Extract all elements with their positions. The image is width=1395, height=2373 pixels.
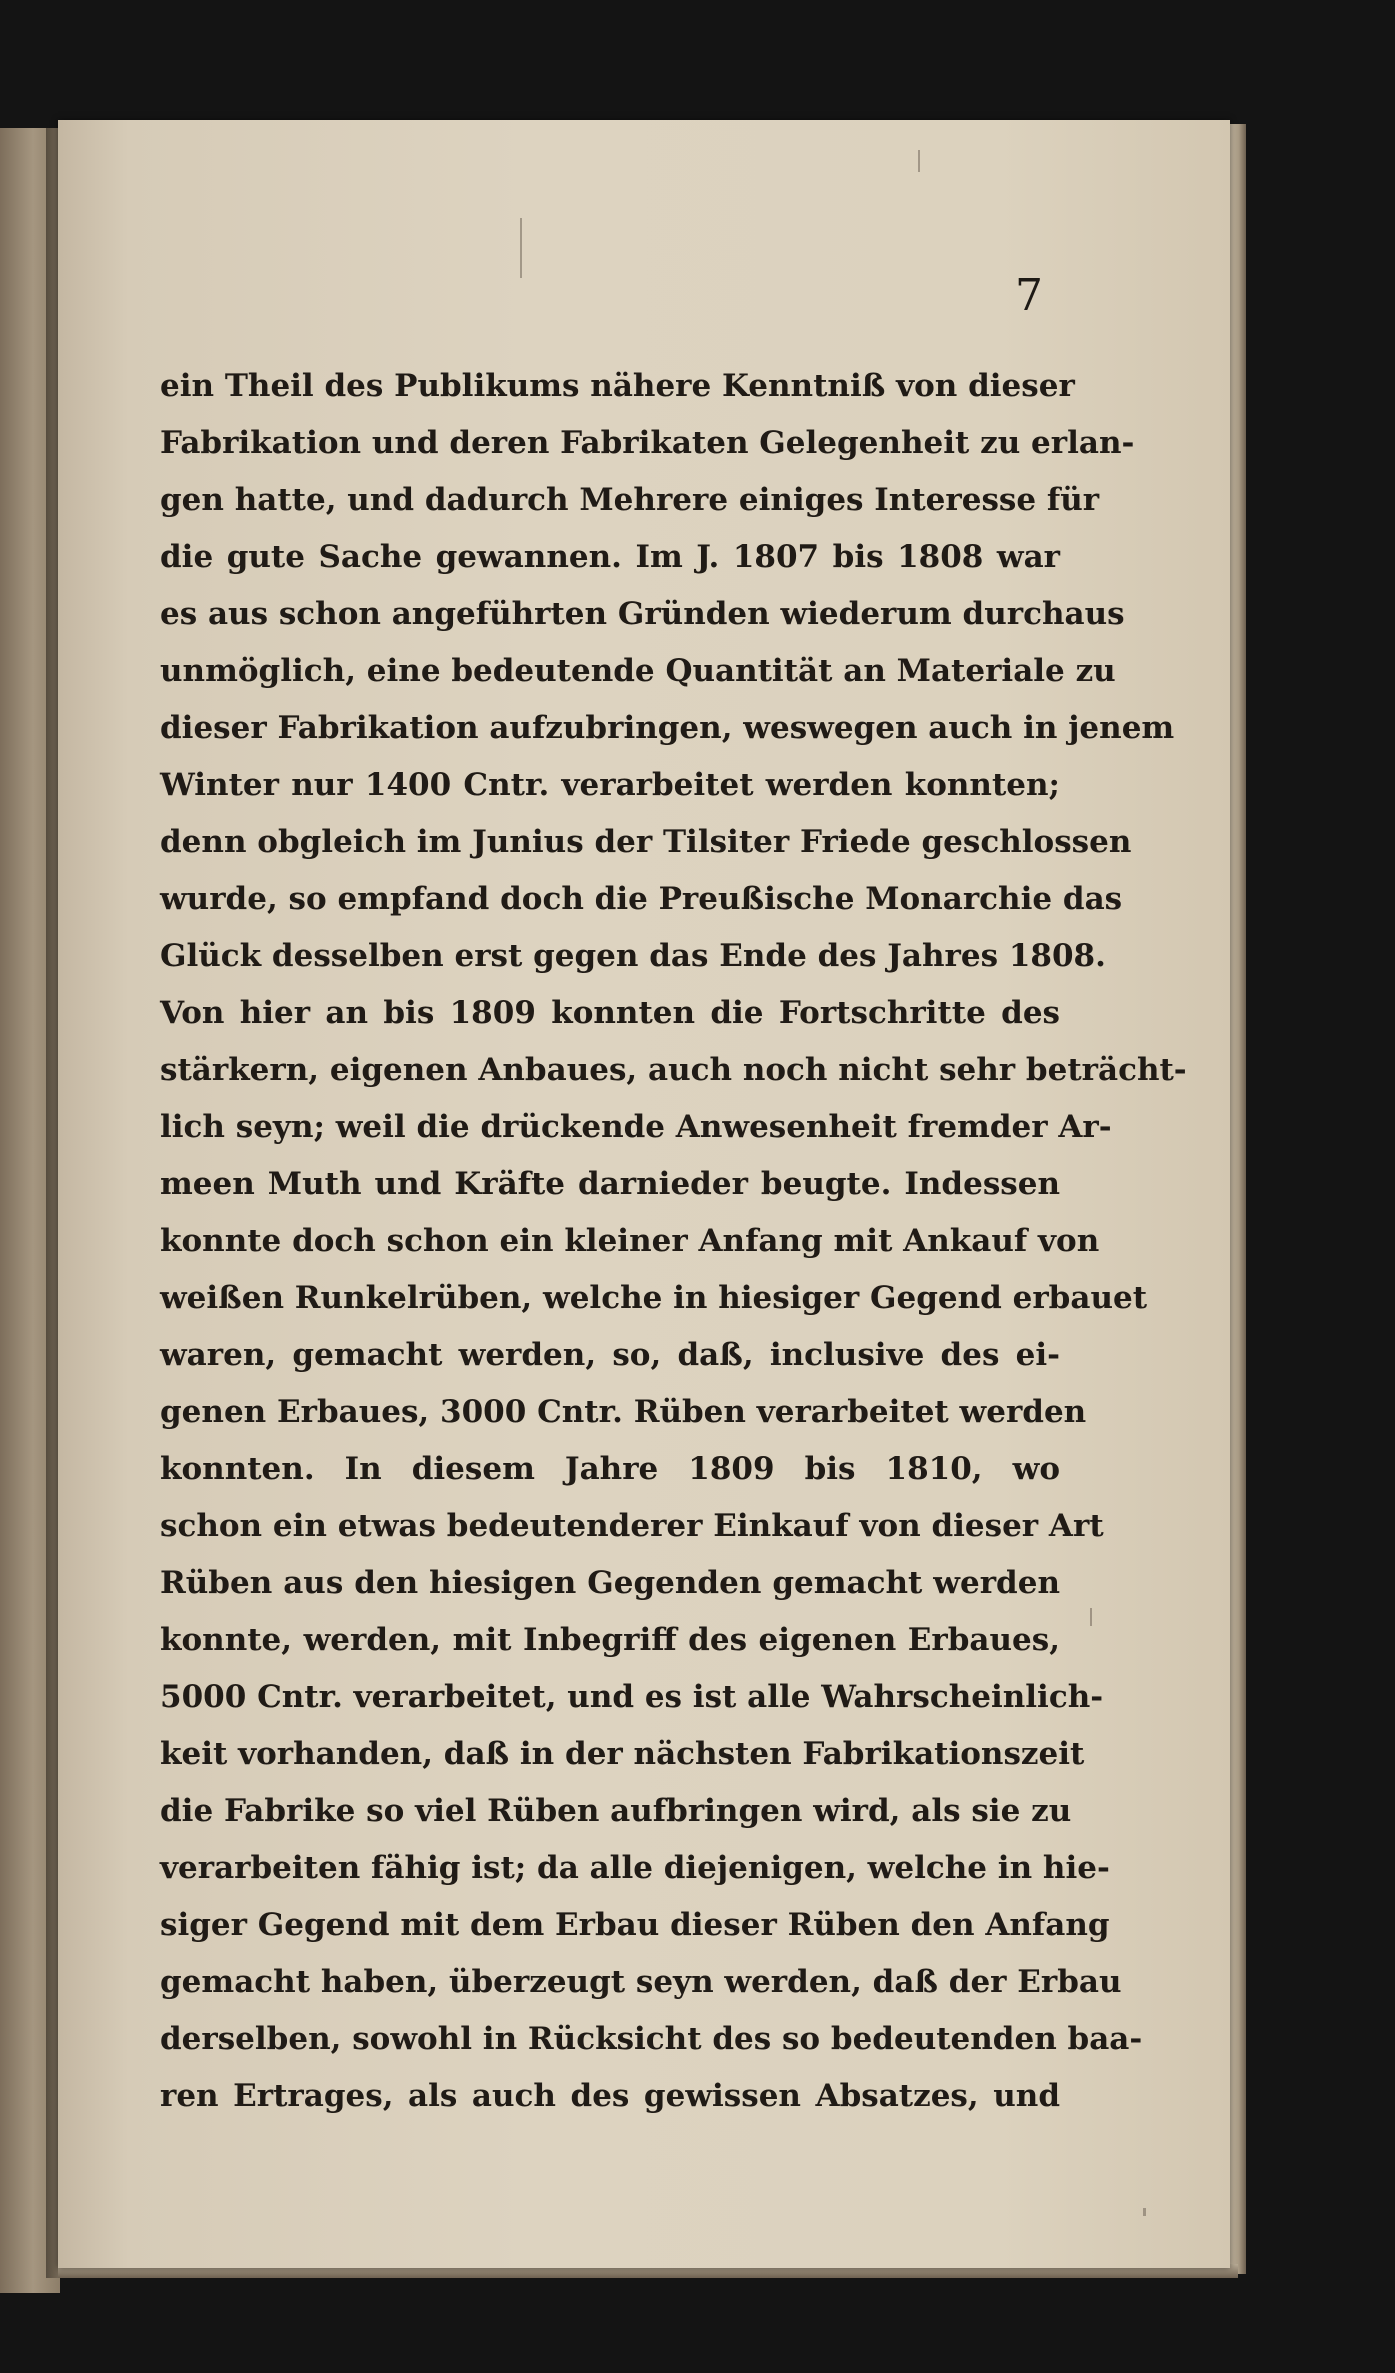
text-line: Rüben aus den hiesigen Gegenden gemacht werden (160, 1565, 1060, 1601)
text-line: konnte doch schon ein kleiner Anfang mit Ankauf von (160, 1223, 1100, 1259)
text-line: Winter nur 1400 Cntr. verarbeitet werden konnten; (160, 767, 1060, 803)
text-line: denn obgleich im Junius der Tilsiter Friede geschlossen (160, 824, 1132, 860)
text-line: konnte, werden, mit Inbegriff des eigenen Erbaues, (160, 1622, 1060, 1658)
text-line: Von hier an bis 1809 konnten die Fortschritte des (160, 995, 1060, 1031)
text-line: derselben, sowohl in Rücksicht des so bedeutenden baa- (160, 2021, 1143, 2057)
text-line: die gute Sache gewannen. Im J. 1807 bis 1808 war (160, 539, 1060, 575)
page-edge-stack (1228, 124, 1246, 2274)
paper-speck (1090, 1608, 1092, 1626)
text-line: es aus schon angeführten Gründen wiederum durchaus (160, 596, 1125, 632)
text-line: keit vorhanden, daß in der nächsten Fabrikationszeit (160, 1736, 1085, 1772)
text-line: ren Ertrages, als auch des gewissen Absatzes, und (160, 2078, 1060, 2114)
text-line: meen Muth und Kräfte darnieder beugte. Indessen (160, 1166, 1060, 1202)
text-line: unmöglich, eine bedeutende Quantität an Materiale zu (160, 653, 1116, 689)
text-line: lich seyn; weil die drückende Anwesenheit fremder Ar- (160, 1109, 1112, 1145)
text-line: stärkern, eigenen Anbaues, auch noch nicht sehr beträcht- (160, 1052, 1187, 1088)
body-text (160, 358, 1187, 2125)
text-line: weißen Runkelrüben, welche in hiesiger Gegend erbauet (160, 1280, 1148, 1316)
text-line: konnten. In diesem Jahre 1809 bis 1810, wo (160, 1451, 1060, 1487)
text-line: ein Theil des Publikums nähere Kenntniß von dieser (160, 368, 1075, 404)
text-line: genen Erbaues, 3000 Cntr. Rüben verarbeitet werden (160, 1394, 1087, 1430)
text-line: die Fabrike so viel Rüben aufbringen wird, als sie zu (160, 1793, 1072, 1829)
paper-speck (918, 150, 920, 172)
text-line: schon ein etwas bedeutenderer Einkauf von dieser Art (160, 1508, 1104, 1544)
text-line: Fabrikation und deren Fabrikaten Gelegenheit zu erlan- (160, 425, 1135, 461)
text-line: 5000 Cntr. verarbeitet, und es ist alle Wahrscheinlich- (160, 1679, 1104, 1715)
text-line: verarbeiten fähig ist; da alle diejenigen, welche in hie- (160, 1850, 1110, 1886)
text-line: wurde, so empfand doch die Preußische Monarchie das (160, 881, 1123, 917)
text-line: waren, gemacht werden, so, daß, inclusive des ei- (160, 1337, 1060, 1373)
text-line: gemacht haben, überzeugt seyn werden, daß der Erbau (160, 1964, 1122, 2000)
paper-speck (1143, 2208, 1146, 2216)
page-number: 7 (1015, 270, 1043, 321)
text-line: siger Gegend mit dem Erbau dieser Rüben den Anfang (160, 1907, 1110, 1943)
text-line: dieser Fabrikation aufzubringen, weswegen auch in jenem (160, 710, 1175, 746)
text-line: Glück desselben erst gegen das Ende des Jahres 1808. (160, 938, 1106, 974)
paper-speck (520, 218, 522, 278)
text-line: gen hatte, und dadurch Mehrere einiges Interesse für (160, 482, 1100, 518)
